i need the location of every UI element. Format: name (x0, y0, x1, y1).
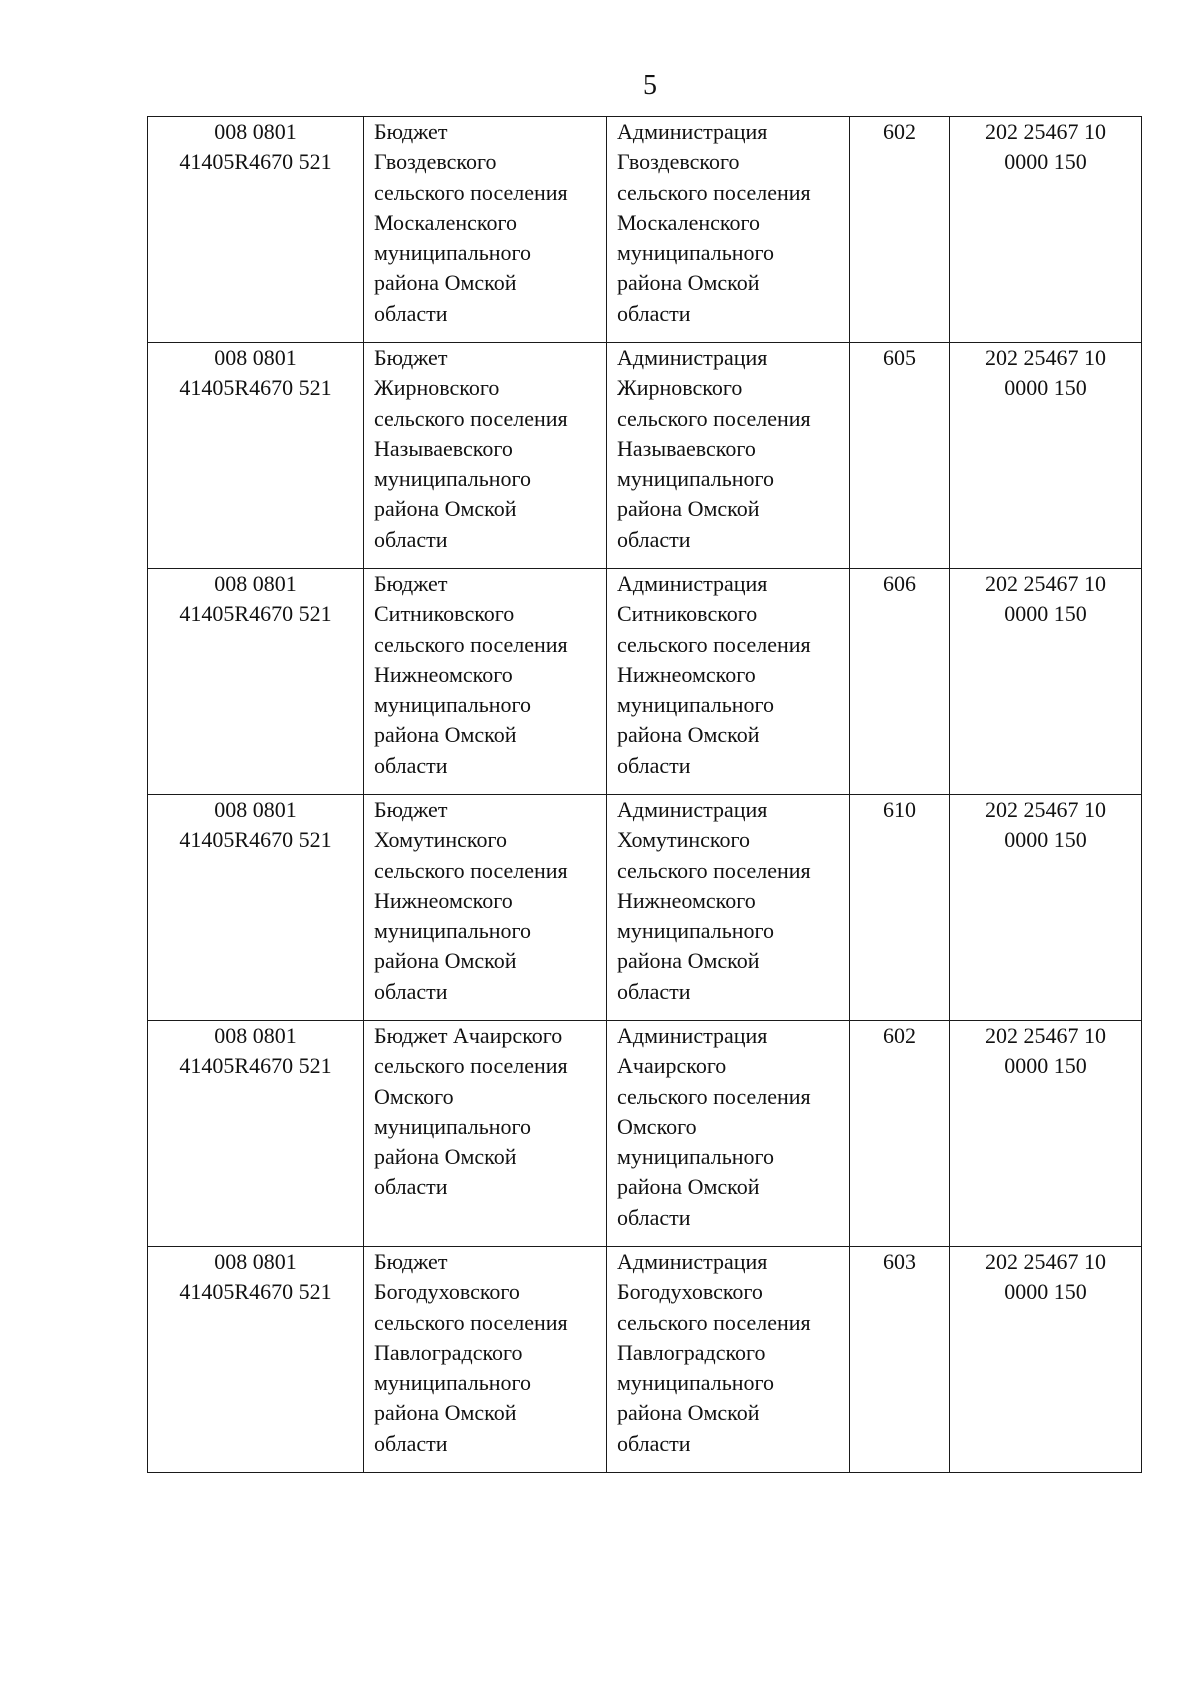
cell-line: муниципального (374, 240, 532, 266)
cell-line: области (617, 526, 691, 552)
cell-line: области (617, 1430, 691, 1456)
cell-line: области (617, 978, 691, 1004)
budget-code-cell (148, 1247, 364, 1473)
cell-line: Бюджет (374, 1249, 448, 1274)
cell-line: 008 0801 (214, 345, 297, 370)
admin-code-cell (850, 569, 950, 795)
revenue-code-cell (950, 1247, 1142, 1473)
cell-line: Москаленского (374, 209, 517, 235)
cell-line: Бюджет (374, 345, 448, 370)
cell-line: Ситниковского (374, 601, 515, 627)
cell-line: сельского поселения (617, 405, 811, 431)
cell-line: района Омской (374, 722, 517, 748)
cell-line: области (374, 752, 448, 778)
administrator-cell (607, 343, 850, 569)
budget-name-cell (364, 343, 607, 569)
cell-line: Администрация (617, 119, 768, 144)
administrator-cell (607, 1021, 850, 1247)
cell-line: 008 0801 (214, 571, 297, 596)
cell-line: Бюджет (374, 797, 448, 822)
cell-line: муниципального (374, 1370, 532, 1396)
cell-line: 41405R4670 521 (179, 375, 332, 401)
cell-line: муниципального (617, 1370, 775, 1396)
revenue-code-cell (950, 117, 1142, 343)
cell-line: Павлоградского (617, 1339, 766, 1365)
revenue-code-cell (950, 1021, 1142, 1247)
admin-code-cell (850, 343, 950, 569)
administrator-cell (607, 569, 850, 795)
cell-line: муниципального (617, 1144, 775, 1170)
cell-line: 0000 150 (1004, 375, 1087, 401)
cell-line: 0000 150 (1004, 1053, 1087, 1079)
cell-line: муниципального (374, 466, 532, 492)
budget-code-cell (148, 1021, 364, 1247)
cell-line: Администрация (617, 345, 768, 370)
cell-line: Нижнеомского (617, 661, 756, 687)
page-number: 5 (643, 70, 657, 101)
table-body (148, 117, 1142, 1473)
cell-line: 0000 150 (1004, 827, 1087, 853)
cell-line: Администрация (617, 797, 768, 822)
cell-line: 602 (883, 119, 916, 144)
cell-line: района Омской (374, 1400, 517, 1426)
admin-code-cell (850, 795, 950, 1021)
budget-code-cell (148, 117, 364, 343)
cell-line: района Омской (374, 270, 517, 296)
cell-line: области (617, 1204, 691, 1230)
cell-line: Хомутинского (374, 827, 507, 853)
cell-line: Жирновского (617, 375, 743, 401)
table-row (148, 1247, 1142, 1473)
table-row (148, 343, 1142, 569)
cell-line: 41405R4670 521 (179, 827, 332, 853)
cell-line: Бюджет (374, 119, 448, 144)
cell-line: сельского поселения (617, 179, 811, 205)
cell-line: области (374, 1174, 448, 1200)
cell-line: Администрация (617, 1249, 768, 1274)
budget-name-cell (364, 795, 607, 1021)
table-row (148, 569, 1142, 795)
cell-line: области (374, 526, 448, 552)
cell-line: района Омской (374, 496, 517, 522)
administrator-cell (607, 795, 850, 1021)
cell-line: Бюджет Ачаирского (374, 1023, 563, 1048)
cell-line: Москаленского (617, 209, 760, 235)
administrator-cell (607, 117, 850, 343)
administrator-cell (607, 1247, 850, 1473)
budget-code-cell (148, 795, 364, 1021)
cell-line: района Омской (617, 496, 760, 522)
budget-name-cell (364, 1247, 607, 1473)
cell-line: 202 25467 10 (985, 797, 1106, 822)
cell-line: 008 0801 (214, 119, 297, 144)
cell-line: района Омской (374, 948, 517, 974)
cell-line: Павлоградского (374, 1339, 523, 1365)
revenue-code-cell (950, 343, 1142, 569)
cell-line: области (374, 978, 448, 1004)
cell-line: Называевского (617, 435, 756, 461)
cell-line: 008 0801 (214, 1023, 297, 1048)
cell-line: района Омской (374, 1144, 517, 1170)
cell-line: 603 (883, 1249, 916, 1274)
cell-line: Жирновского (374, 375, 500, 401)
cell-line: Богодуховского (374, 1279, 520, 1305)
cell-line: Называевского (374, 435, 513, 461)
cell-line: муниципального (617, 692, 775, 718)
cell-line: Гвоздевского (617, 149, 740, 175)
budget-name-cell (364, 117, 607, 343)
cell-line: района Омской (617, 948, 760, 974)
cell-line: муниципального (617, 918, 775, 944)
cell-line: сельского поселения (374, 1053, 568, 1079)
cell-line: 41405R4670 521 (179, 149, 332, 175)
cell-line: муниципального (617, 466, 775, 492)
cell-line: области (617, 300, 691, 326)
cell-line: 202 25467 10 (985, 345, 1106, 370)
admin-code-cell (850, 1021, 950, 1247)
table-row (148, 117, 1142, 343)
cell-line: сельского поселения (374, 631, 568, 657)
cell-line: Омского (617, 1113, 697, 1139)
cell-line: области (374, 1430, 448, 1456)
table-row (148, 795, 1142, 1021)
cell-line: сельского поселения (374, 857, 568, 883)
cell-line: сельского поселения (617, 631, 811, 657)
cell-line: района Омской (617, 270, 760, 296)
budget-code-cell (148, 343, 364, 569)
budget-table (147, 116, 1142, 1473)
cell-line: сельского поселения (374, 179, 568, 205)
cell-line: Администрация (617, 1023, 768, 1048)
cell-line: 202 25467 10 (985, 119, 1106, 144)
admin-code-cell (850, 1247, 950, 1473)
cell-line: Нижнеомского (374, 661, 513, 687)
budget-name-cell (364, 1021, 607, 1247)
budget-name-cell (364, 569, 607, 795)
cell-line: Администрация (617, 571, 768, 596)
cell-line: муниципального (374, 692, 532, 718)
admin-code-cell (850, 117, 950, 343)
cell-line: 0000 150 (1004, 601, 1087, 627)
cell-line: муниципального (617, 240, 775, 266)
cell-line: 0000 150 (1004, 149, 1087, 175)
cell-line: муниципального (374, 1113, 532, 1139)
cell-line: 41405R4670 521 (179, 601, 332, 627)
cell-line: Ачаирского (617, 1053, 727, 1079)
cell-line: 610 (883, 797, 916, 822)
cell-line: Хомутинского (617, 827, 750, 853)
revenue-code-cell (950, 569, 1142, 795)
cell-line: 41405R4670 521 (179, 1053, 332, 1079)
cell-line: области (617, 752, 691, 778)
cell-line: Богодуховского (617, 1279, 763, 1305)
cell-line: сельского поселения (374, 405, 568, 431)
cell-line: района Омской (617, 1174, 760, 1200)
cell-line: 202 25467 10 (985, 571, 1106, 596)
cell-line: области (374, 300, 448, 326)
cell-line: сельского поселения (617, 1309, 811, 1335)
cell-line: сельского поселения (617, 1083, 811, 1109)
cell-line: 202 25467 10 (985, 1023, 1106, 1048)
cell-line: 202 25467 10 (985, 1249, 1106, 1274)
cell-line: 41405R4670 521 (179, 1279, 332, 1305)
budget-code-cell (148, 569, 364, 795)
cell-line: сельского поселения (617, 857, 811, 883)
cell-line: 605 (883, 345, 916, 370)
cell-line: 008 0801 (214, 797, 297, 822)
cell-line: 606 (883, 571, 916, 596)
cell-line: Омского (374, 1083, 454, 1109)
cell-line: муниципального (374, 918, 532, 944)
cell-line: Нижнеомского (374, 887, 513, 913)
cell-line: района Омской (617, 1400, 760, 1426)
cell-line: 008 0801 (214, 1249, 297, 1274)
cell-line: 0000 150 (1004, 1279, 1087, 1305)
cell-line: 602 (883, 1023, 916, 1048)
revenue-code-cell (950, 795, 1142, 1021)
cell-line: района Омской (617, 722, 760, 748)
cell-line: Бюджет (374, 571, 448, 596)
cell-line: Нижнеомского (617, 887, 756, 913)
cell-line: Ситниковского (617, 601, 758, 627)
cell-line: сельского поселения (374, 1309, 568, 1335)
cell-line: Гвоздевского (374, 149, 497, 175)
table-row (148, 1021, 1142, 1247)
